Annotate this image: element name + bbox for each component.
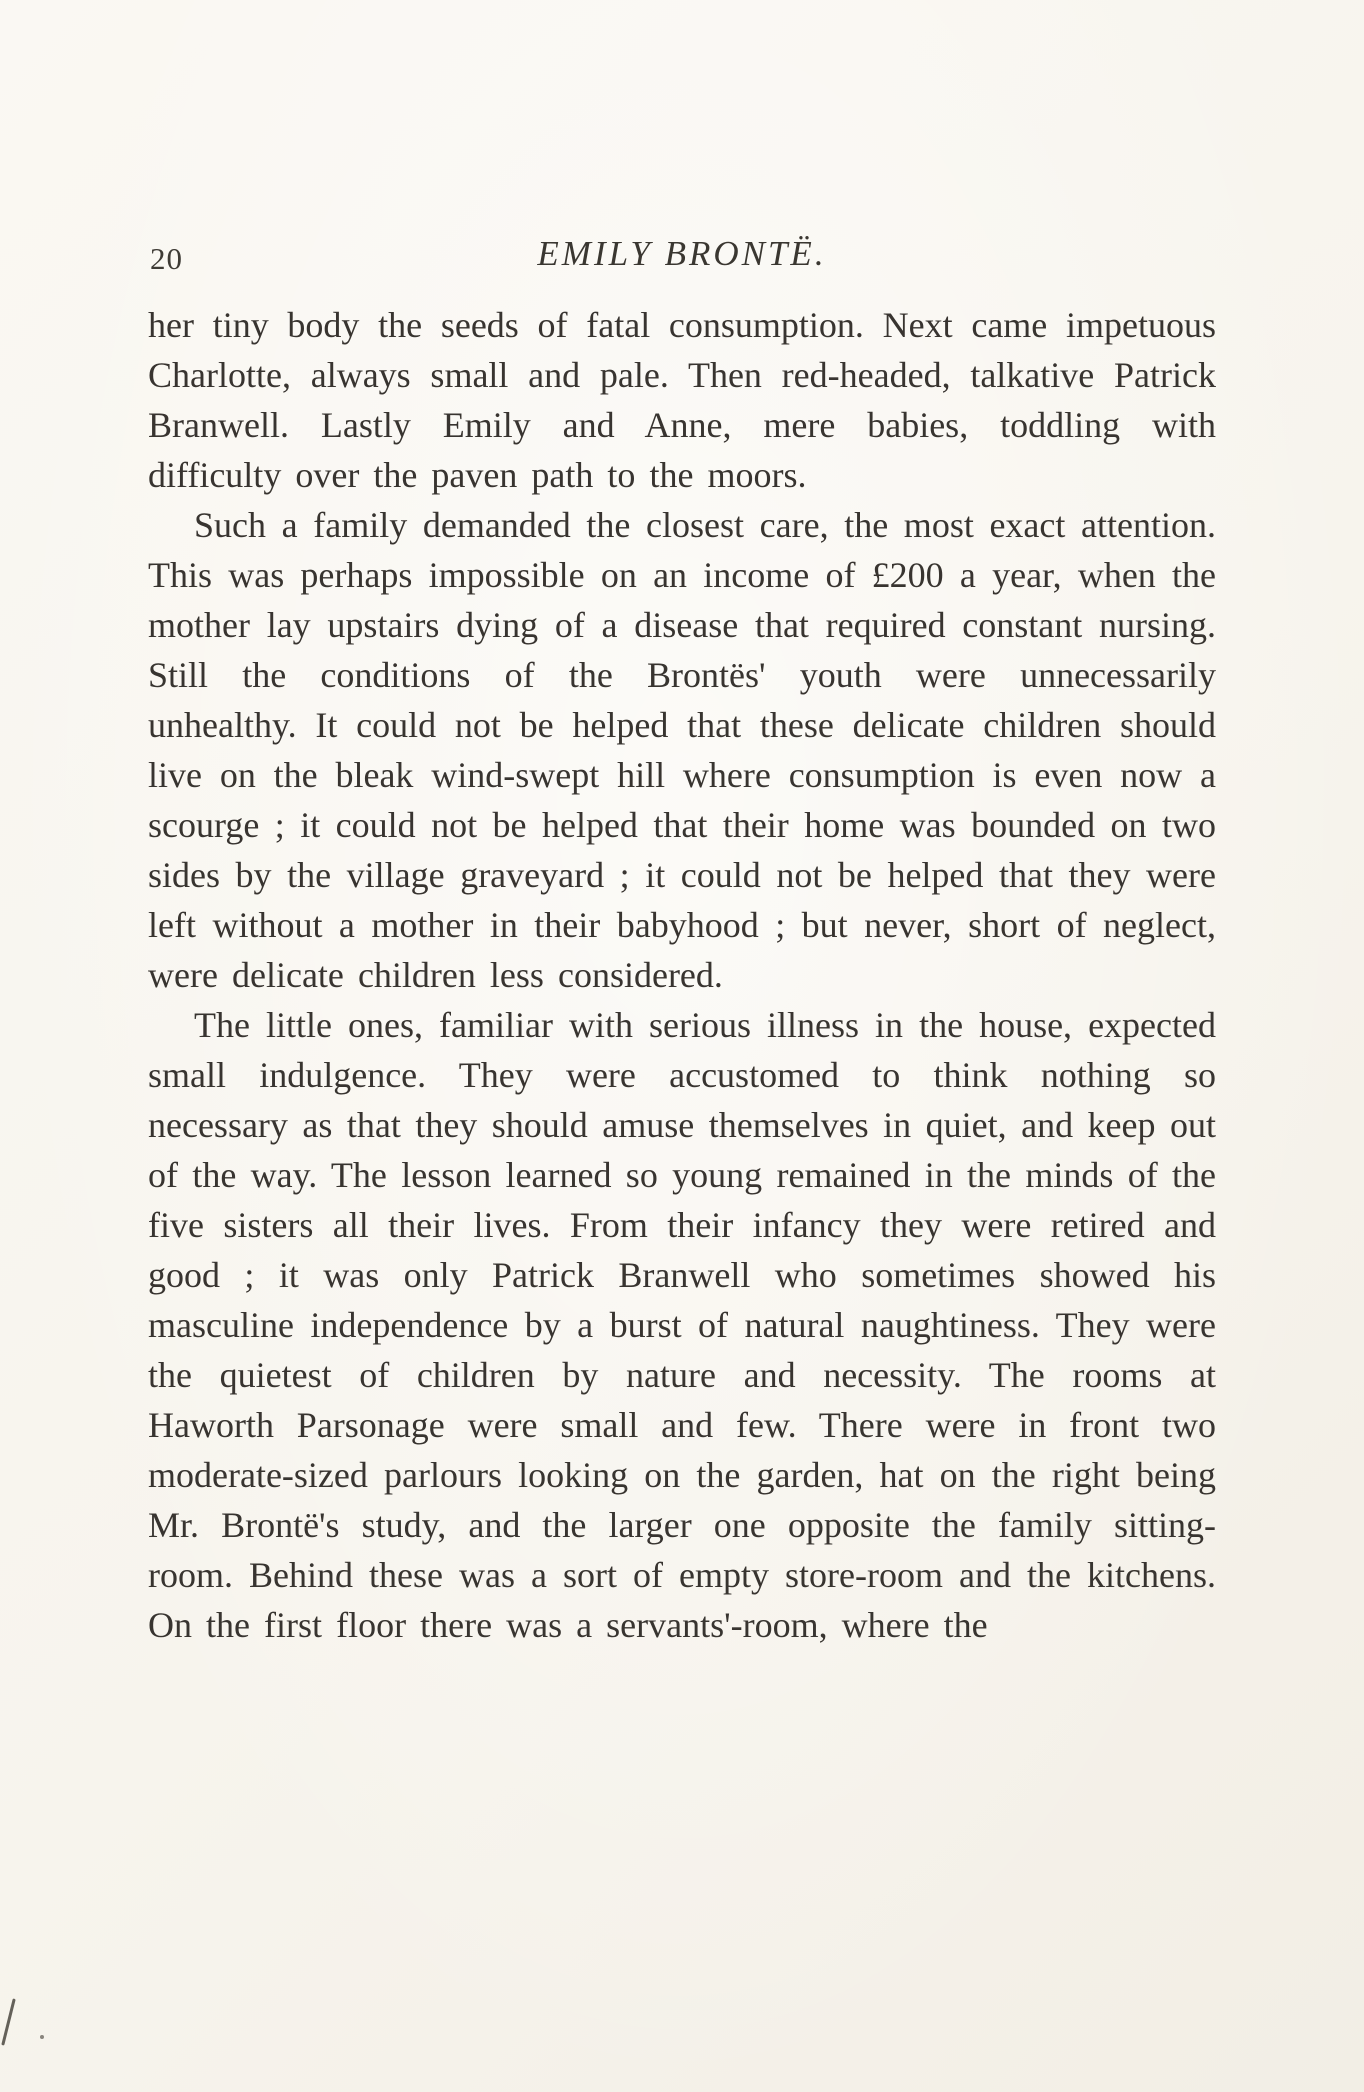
page-header-row	[148, 234, 1216, 286]
scan-artifact-dot	[40, 2035, 44, 2039]
running-header: EMILY BRONTË.	[537, 234, 827, 273]
page-body	[148, 300, 1216, 1650]
page-number: 20	[150, 241, 183, 276]
scan-artifact-mark	[1, 1998, 16, 2045]
paragraph: her tiny body the seeds of fatal consumption. Next came impetuous Charlotte, always small and pale. Then red-headed, talkative Patrick Branwell. Lastly Emily and Anne, mere babies, toddling with difficulty over the paven path to the moors.	[148, 305, 1216, 495]
paragraph: Such a family demanded the closest care, the most exact attention. This was perhaps impossible on an income of £200 a year, when the mother lay upstairs dying of a disease that required constant nursing. Still the conditions of the Brontës' youth were unnecessarily unhealthy. It could not be helped that these delicate children should live on the bleak wind-swept hill where consumption is even now a scourge ; it could not be helped that their home was bounded on two sides by the village graveyard ; it could not be helped that they were left without a mother in their babyhood ; but never, short of neglect, were delicate children less considered.	[148, 505, 1216, 995]
paragraph: The little ones, familiar with serious illness in the house, expected small indulgence. They were accustomed to think nothing so necessary as that they should amuse themselves in quiet, and keep out of the way. The lesson learned so young remained in the minds of the five sisters all their lives. From their infancy they were retired and good ; it was only Patrick Branwell who sometimes showed his masculine independence by a burst of natural naughtiness. They were the quietest of children by nature and necessity. The rooms at Haworth Parsonage were small and few. There were in front two moderate-sized parlours looking on the garden, hat on the right being Mr. Brontë's study, and the larger one opposite the family sitting-room. Behind these was a sort of empty store-room and the kitchens. On the first floor there was a servants'-room, where the	[148, 1005, 1216, 1645]
